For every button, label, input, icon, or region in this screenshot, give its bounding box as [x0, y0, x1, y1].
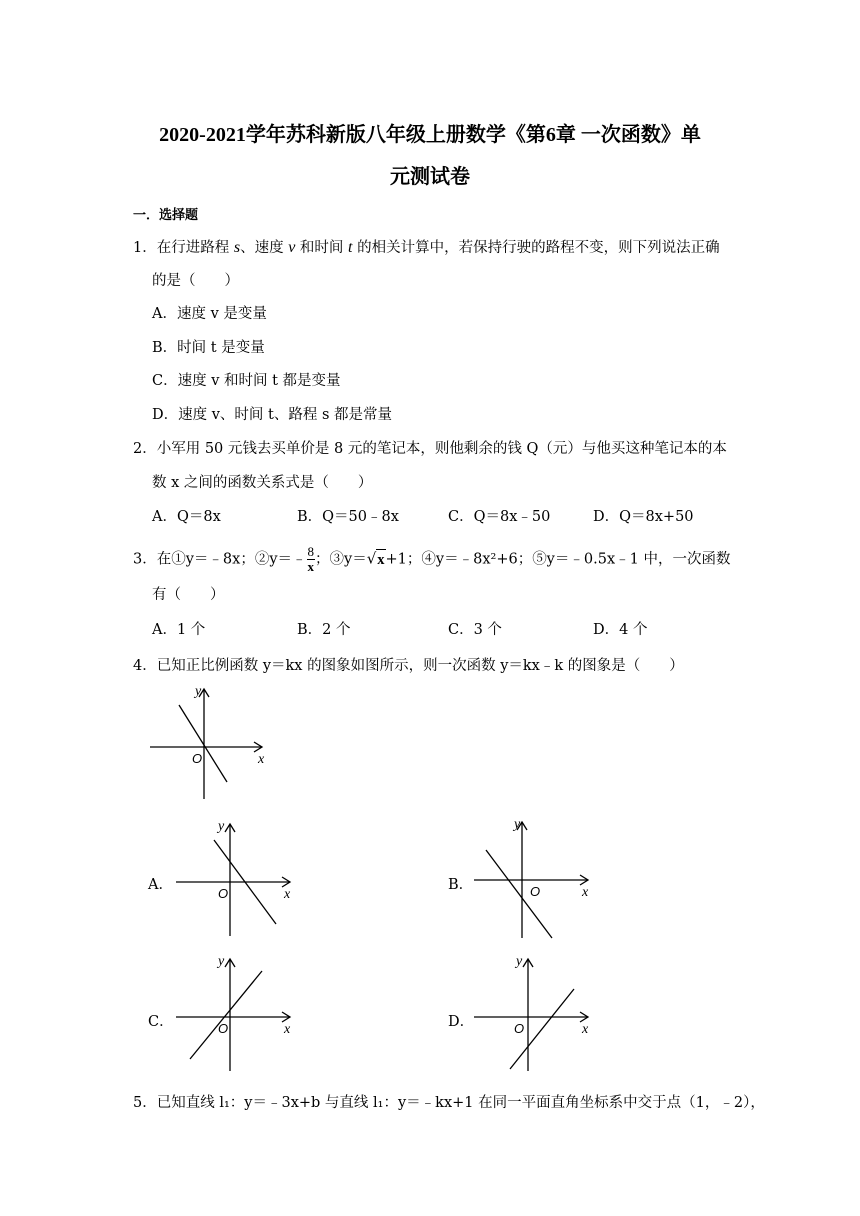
q1-option-a[interactable]: A．速度 v 是变量 [152, 306, 267, 322]
q1-option-b[interactable]: B．时间 t 是变量 [152, 340, 265, 356]
q1-stem-line1: 1．在行进路程 s、速度 v 和时间 t 的相关计算中，若保持行驶的路程不变，则下列说法正确 [133, 239, 720, 256]
svg-text:x: x [582, 885, 589, 900]
q3-option-b[interactable]: B．2 个 [297, 622, 351, 638]
q4-option-d-label[interactable]: D． [448, 1014, 475, 1030]
document-title-line1: 2020-2021学年苏科新版八年级上册数学《第6章 一次函数》单 [159, 124, 701, 146]
q1-option-c[interactable]: C．速度 v 和时间 t 都是变量 [152, 373, 341, 389]
svg-text:O: O [514, 1021, 525, 1036]
q2-option-b[interactable]: B．Q＝50﹣8x [297, 509, 399, 525]
q4-option-d-graph[interactable] [470, 955, 594, 1073]
given-function-graph [146, 685, 270, 801]
q2-stem-line1: 2．小军用 50 元钱去买单价是 8 元的笔记本，则他剩余的钱 Q（元）与他买这种笔记本的本 [133, 441, 727, 457]
svg-text:O: O [218, 886, 229, 901]
q4-option-b-label[interactable]: B． [448, 877, 474, 893]
q5-stem-line1: 5．已知直线 l₁：y＝﹣3x+b 与直线 l₁：y＝﹣kx+1 在同一平面直角坐标系中交于点（1，﹣2）， [133, 1095, 765, 1111]
q3-option-a[interactable]: A．1 个 [152, 622, 206, 638]
svg-text:O: O [530, 884, 541, 899]
axis-x-label: x [258, 752, 265, 767]
q4-option-b-graph[interactable] [470, 818, 594, 942]
axis-y-label: y [195, 685, 202, 699]
q1-stem-line2: 的是（ ） [152, 273, 239, 289]
q2-stem-line2: 数 x 之间的函数关系式是（ ） [152, 475, 373, 491]
q3-stem-line2: 有（ ） [152, 587, 225, 603]
q4-stem-line1: 4．已知正比例函数 y＝kx 的图象如图所示，则一次函数 y＝kx﹣k 的图象是（ ） [133, 658, 684, 674]
q2-option-d[interactable]: D．Q＝8x+50 [593, 509, 694, 525]
document-title-line2: 元测试卷 [390, 166, 470, 188]
svg-text:y: y [514, 818, 521, 832]
svg-text:x: x [284, 1022, 291, 1037]
q3-stem-line1: 3．在①y＝﹣8x；②y＝﹣ $\frac{8}{x}$ ；③y＝√x+1；④y＝﹣8x²+6；⑤y＝﹣0.5x﹣1 中，一次函数 [133, 544, 731, 574]
q2-option-c[interactable]: C．Q＝8x﹣50 [448, 509, 551, 525]
q3-option-d[interactable]: D．4 个 [593, 622, 648, 638]
q2-option-a[interactable]: A．Q＝8x [152, 509, 221, 525]
q1-option-d[interactable]: D．速度 v、时间 t、路程 s 都是常量 [152, 407, 393, 423]
svg-text:x: x [582, 1022, 589, 1037]
origin-label: O [192, 751, 203, 766]
svg-text:O: O [218, 1021, 229, 1036]
q4-option-c-graph[interactable] [172, 955, 296, 1073]
q4-option-a-label[interactable]: A． [148, 877, 173, 893]
q4-option-c-label[interactable]: C． [148, 1014, 174, 1030]
svg-text:y: y [218, 955, 225, 969]
fraction-8-over-x: $\frac{8}{x}$ [307, 544, 315, 574]
section-heading: 一．选择题 [133, 208, 199, 223]
svg-text:y: y [516, 955, 523, 969]
q3-option-c[interactable]: C．3 个 [448, 622, 502, 638]
sqrt-x: x [376, 549, 385, 570]
svg-text:y: y [218, 820, 225, 834]
q4-option-a-graph[interactable] [172, 820, 296, 938]
svg-text:x: x [284, 887, 291, 902]
